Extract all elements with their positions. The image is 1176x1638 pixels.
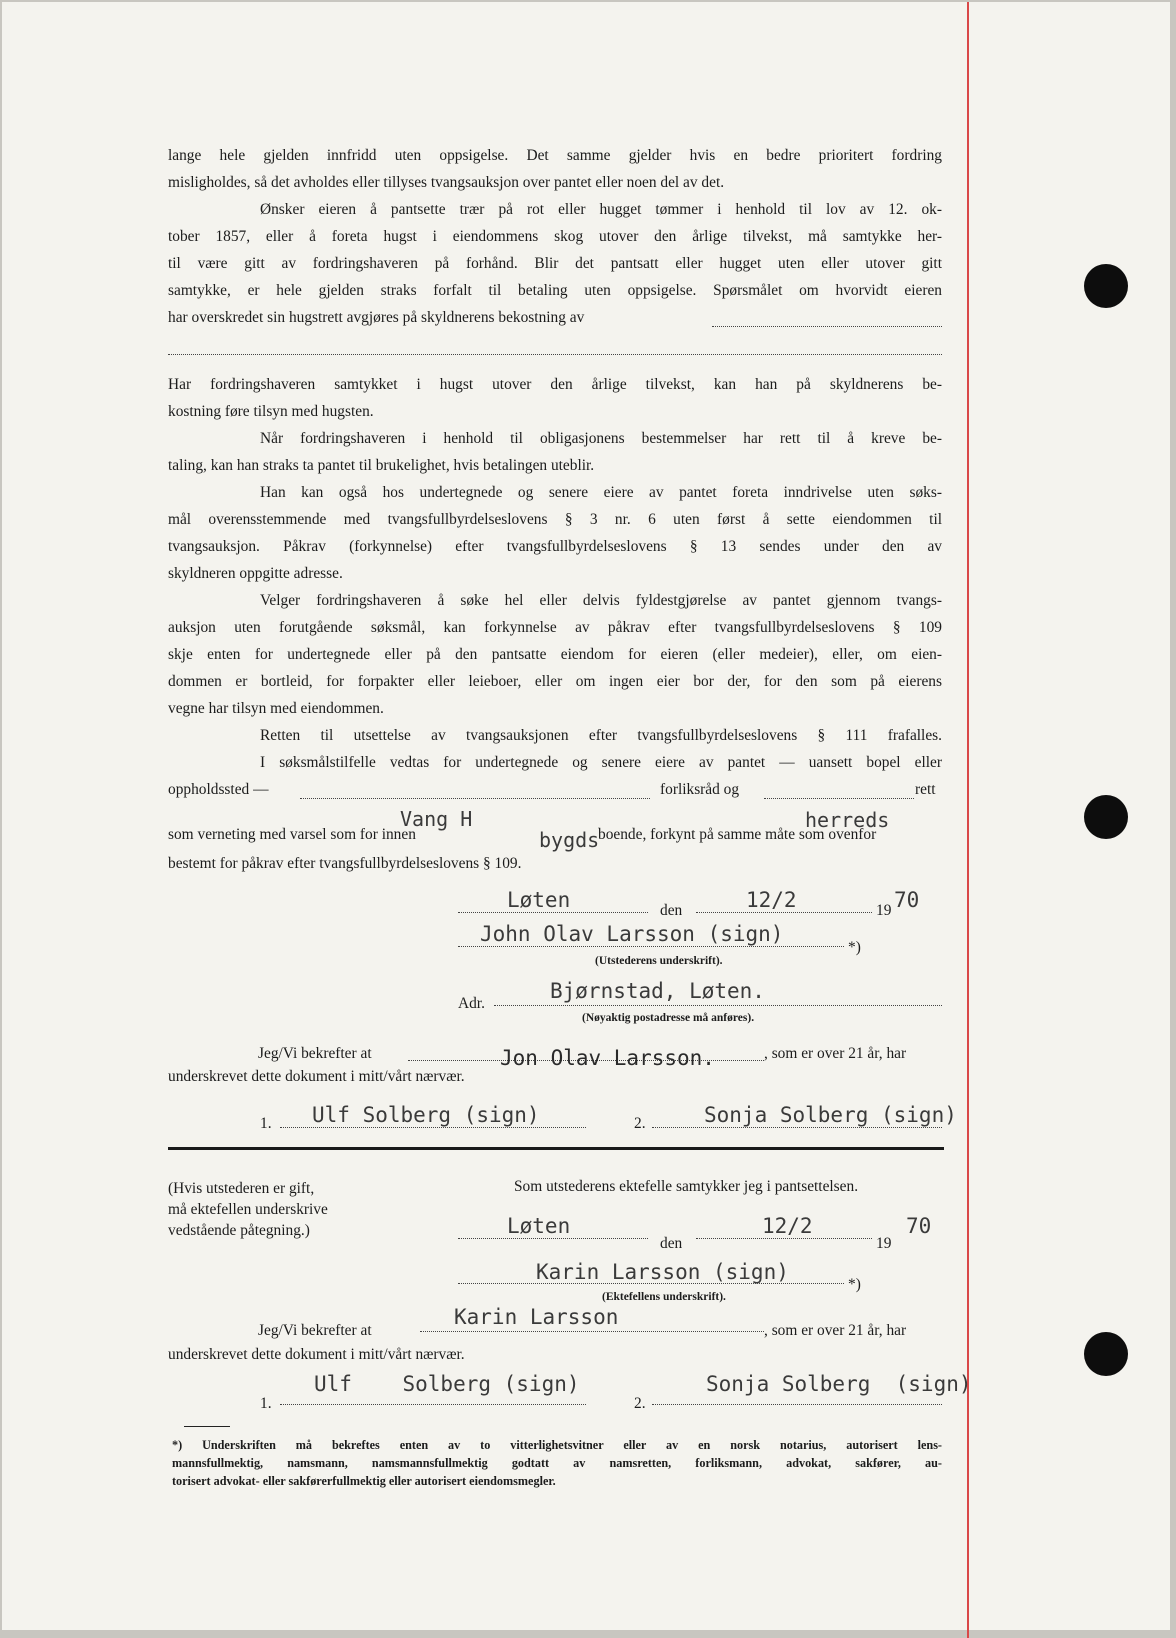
footnote-marker: *) (848, 1276, 861, 1293)
typed-address: Bjørnstad, Løten. (550, 979, 765, 1003)
body-line: vegne har tilsyn med eiendommen. (168, 700, 384, 717)
witness-tail: , som er over 21 år, har (764, 1322, 907, 1339)
witness-number: 2. (634, 1115, 646, 1132)
footnote-line: mannsfullmektig, namsmann, namsmannsfullmektig godtatt av namsretten, forliksmann, advokat, sakfører, au- (172, 1456, 942, 1470)
witness-intro: Jeg/Vi bekrefter at (258, 1045, 372, 1062)
caption-address: (Nøyaktig postadresse må anføres). (582, 1012, 755, 1024)
witness-line2: underskrevet dette dokument i mitt/vårt nærvær. (168, 1346, 465, 1363)
punch-hole (1084, 795, 1128, 839)
witness-number: 1. (260, 1395, 272, 1412)
typed-witness-signature: Ulf Solberg (sign) (314, 1372, 580, 1396)
typed-witness-signature: Ulf Solberg (sign) (312, 1103, 540, 1127)
dotted-fill-line (280, 1125, 586, 1128)
dotted-fill-line (696, 1236, 872, 1239)
dotted-fill-line (168, 352, 942, 355)
typed-herreds: herreds (805, 808, 890, 832)
body-line: tvangsauksjon. Påkrav (forkynnelse) efter tvangsfullbyrdelseslovens § 13 sendes under den av (168, 538, 942, 555)
typed-witness-signature: Sonja Solberg (sign) (704, 1103, 957, 1127)
den-label: den (660, 902, 683, 919)
dotted-fill-line (458, 944, 844, 947)
footnote-line: torisert advokat- eller sakførerfullmektig eller autorisert eiendomsmegler. (172, 1474, 556, 1488)
dotted-fill-line (458, 910, 648, 913)
dotted-fill-line (652, 1125, 942, 1128)
witness-number: 1. (260, 1115, 272, 1132)
typed-signature-spouse: Karin Larsson (sign) (536, 1260, 789, 1284)
typed-bygds: bygds (539, 828, 600, 852)
body-line: tober 1857, eller å foreta hugst i eiendommens skog utover den årlige tilvekst, må samtykke her- (168, 228, 942, 245)
body-line: har overskredet sin hugstrett avgjøres på skyldnerens bekostning av (168, 309, 585, 326)
typed-year: 70 (906, 1214, 932, 1238)
section-divider (168, 1147, 944, 1150)
caption-spouse-signature: (Ektefellens underskrift). (602, 1291, 726, 1303)
footnote-line: *) Underskriften må bekreftes enten av to vitterlighetsvitner eller av en norsk notarius, autorisert lens- (172, 1438, 942, 1452)
venue-label: oppholdssted — (168, 781, 269, 798)
body-line: samtykke, er hele gjelden straks forfalt til betaling uten oppsigelse. Spørsmålet om hvorvidt eieren (168, 282, 942, 299)
body-line: Når fordringshaveren i henhold til obligasjonens bestemmelser har rett til å kreve be- (260, 430, 942, 447)
witness-line2: underskrevet dette dokument i mitt/vårt nærvær. (168, 1068, 465, 1085)
venue-label: bestemt for påkrav efter tvangsfullbyrdelseslovens § 109. (168, 855, 522, 872)
spouse-instruction-note: (Hvis utstederen er gift, må ektefellen underskrive vedstående påtegning.) (168, 1180, 328, 1239)
dotted-fill-line (696, 910, 872, 913)
dotted-fill-line (458, 1281, 844, 1284)
body-line: lange hele gjelden innfridd uten oppsigelse. Det samme gjelder hvis en bedre prioritert fordring (168, 147, 942, 164)
body-line: Har fordringshaveren samtykket i hugst utover den årlige tilvekst, kan han på skyldnerens be- (168, 376, 942, 393)
body-line: til være gitt av fordringshaveren på forhånd. Blir det pantsatt eller hugget uten eller utover gitt (168, 255, 942, 272)
witness-intro: Jeg/Vi bekrefter at (258, 1322, 372, 1339)
venue-label: forliksråd og (660, 781, 740, 798)
typed-date: 12/2 (746, 888, 797, 912)
year-prefix: 19 (876, 1235, 892, 1252)
body-line: skyldneren oppgitte adresse. (168, 565, 343, 582)
dotted-fill-line (420, 1329, 764, 1332)
typed-witness-signature: Sonja Solberg (sign) (706, 1372, 972, 1396)
witness-number: 2. (634, 1395, 646, 1412)
dotted-fill-line (652, 1402, 942, 1405)
footnote-rule (184, 1426, 230, 1427)
den-label: den (660, 1235, 683, 1252)
body-line: Ønsker eieren å pantsette trær på rot eller hugget tømmer i henhold til lov av 12. ok- (260, 201, 942, 218)
typed-court-name: Vang H (400, 807, 473, 831)
document-page (2, 2, 1170, 1630)
dotted-fill-line (300, 796, 650, 799)
typed-place: Løten (507, 1214, 571, 1238)
body-line: I søksmålstilfelle vedtas for undertegnede og senere eiere av pantet — uansett bopel eller (260, 754, 942, 771)
venue-label: boende, forkynt på samme måte som ovenfor (598, 826, 877, 843)
body-line: taling, kan han straks ta pantet til brukelighet, hvis betalingen uteblir. (168, 457, 595, 474)
dotted-fill-line (494, 1003, 942, 1006)
typed-date: 12/2 (762, 1214, 813, 1238)
typed-witnessed-name: Jon Olav Larsson. (500, 1046, 715, 1070)
venue-label: som verneting med varsel som for innen (168, 826, 416, 843)
typed-year: 70 (894, 888, 920, 912)
dotted-fill-line (280, 1402, 586, 1405)
dotted-fill-line (712, 324, 942, 327)
typed-place: Løten (507, 888, 571, 912)
footnote-marker: *) (848, 939, 861, 956)
body-line: auksjon uten forutgående søksmål, kan forkynnelse av påkrav efter tvangsfullbyrdelseslovens § 109 (168, 619, 942, 636)
body-line: dommen er bortleid, for forpakter eller leieboer, eller om ingen eier bor der, for den som på eierens (168, 673, 942, 690)
punch-hole (1084, 1332, 1128, 1376)
typed-witnessed-name: Karin Larsson (454, 1305, 619, 1329)
witness-tail: , som er over 21 år, har (764, 1045, 907, 1062)
body-line: misligholdes, så det avholdes eller tillyses tvangsauksjon over pantet eller noen del av det. (168, 174, 725, 191)
body-line: Han kan også hos undertegnede og senere eiere av pantet foreta inndrivelse uten søks- (260, 484, 942, 501)
body-line: skje enten for undertegnede eller på den pantsatte eiendom for eieren (eller medeier), eller, om eien- (168, 646, 942, 663)
typed-signature-issuer: John Olav Larsson (sign) (480, 922, 784, 946)
year-prefix: 19 (876, 902, 892, 919)
body-line: Velger fordringshaveren å søke hel eller delvis fyldestgjørelse av pantet gjennom tvangs- (260, 592, 942, 609)
body-line: kostning føre tilsyn med hugsten. (168, 403, 374, 420)
adr-label: Adr. (458, 995, 485, 1012)
venue-label: rett (915, 781, 936, 798)
caption-issuer-signature: (Utstederens underskrift). (595, 955, 723, 967)
dotted-fill-line (458, 1236, 648, 1239)
body-line: mål overensstemmende med tvangsfullbyrdelseslovens § 3 nr. 6 uten først å sette eiendommen til (168, 511, 942, 528)
dotted-fill-line (764, 796, 914, 799)
body-line: Retten til utsettelse av tvangsauksjonen efter tvangsfullbyrdelseslovens § 111 frafalles. (260, 727, 942, 744)
punch-hole (1084, 264, 1128, 308)
spouse-consent-text: Som utstederens ektefelle samtykker jeg i pantsettelsen. (514, 1178, 859, 1195)
